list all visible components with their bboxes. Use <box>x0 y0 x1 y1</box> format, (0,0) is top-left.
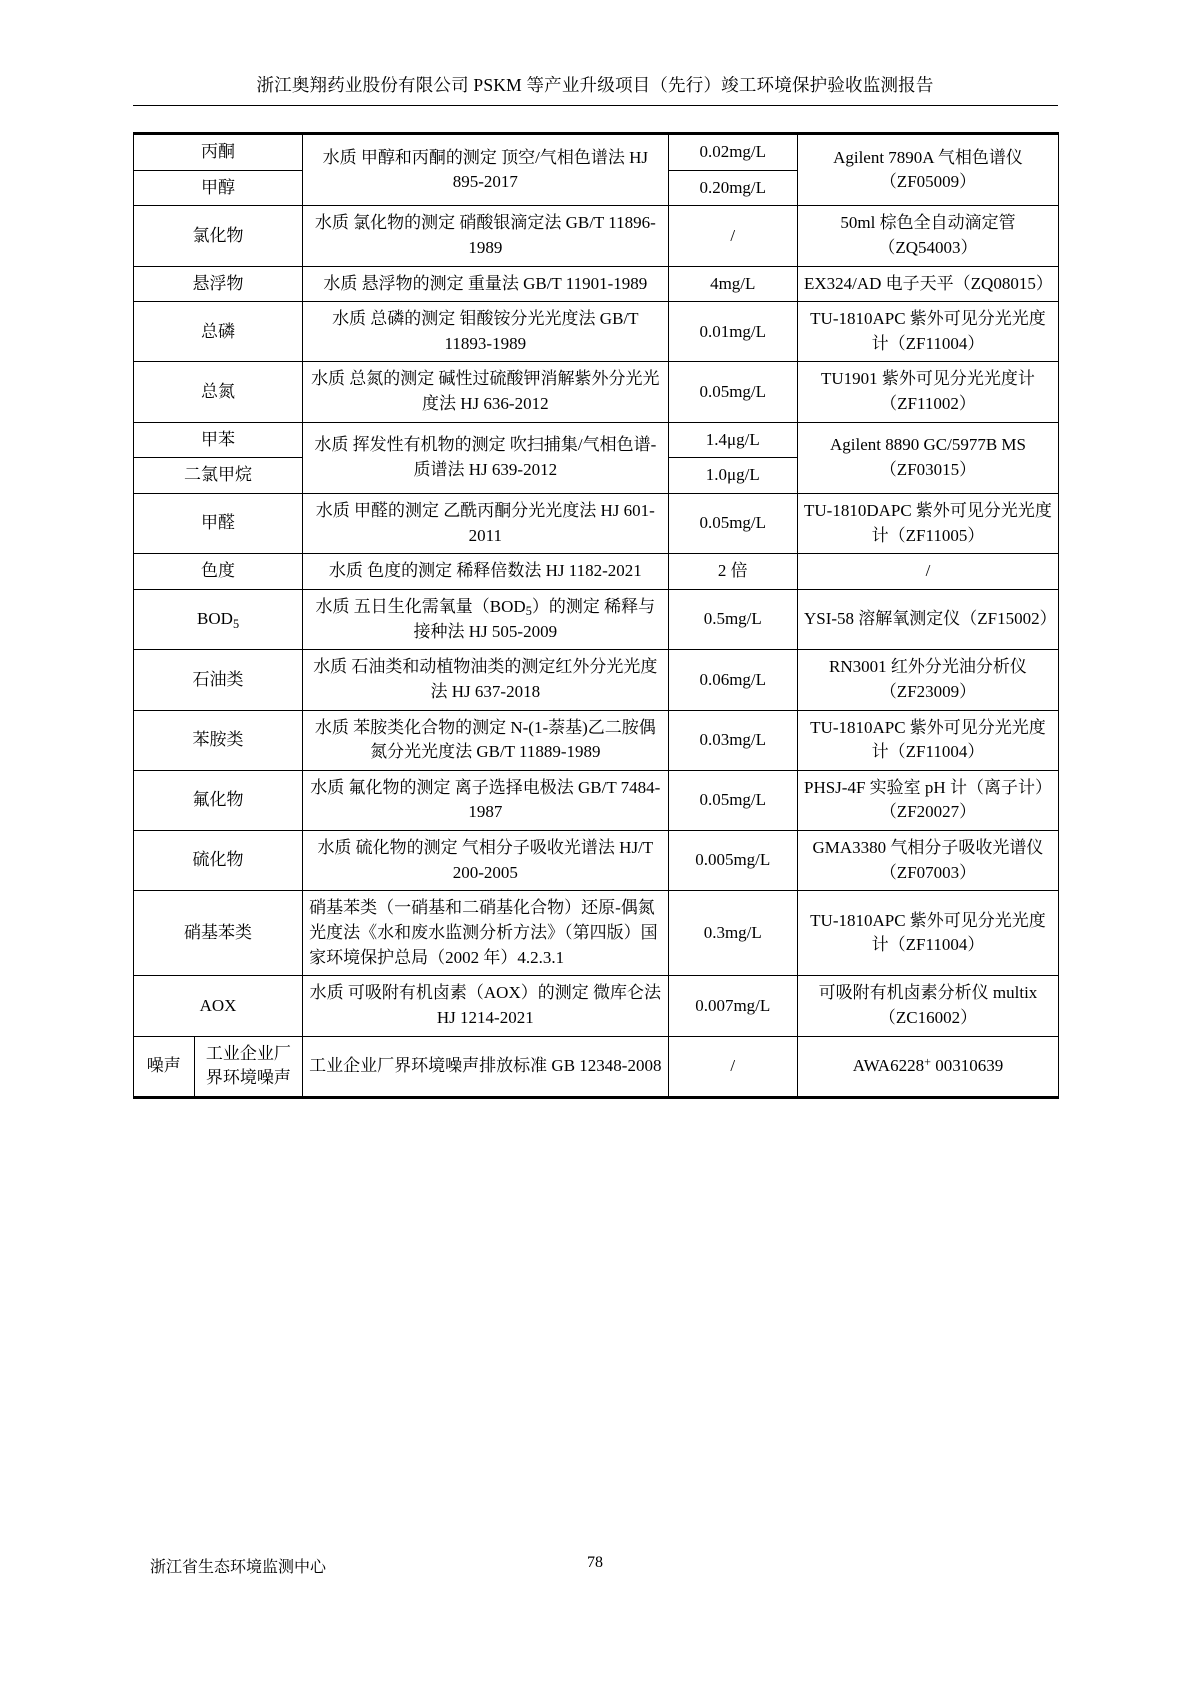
cell-item: 色度 <box>134 554 303 590</box>
cell-instrument: TU-1810APC 紫外可见分光光度计（ZF11004） <box>797 710 1058 770</box>
cell-limit: 0.06mg/L <box>668 650 797 710</box>
page-header: 浙江奥翔药业股份有限公司 PSKM 等产业升级项目（先行）竣工环境保护验收监测报告 <box>256 75 934 95</box>
cell-instrument: AWA6228+ 00310639 <box>797 1036 1058 1097</box>
cell-method: 水质 硫化物的测定 气相分子吸收光谱法 HJ/T 200-2005 <box>303 831 668 891</box>
cell-item: 二氯甲烷 <box>134 458 303 494</box>
cell-instrument: TU-1810APC 紫外可见分光光度计（ZF11004） <box>797 891 1058 976</box>
cell-method: 水质 悬浮物的测定 重量法 GB/T 11901-1989 <box>303 266 668 302</box>
table-container <box>133 132 1059 1099</box>
footer-organization: 浙江省生态环境监测中心 <box>150 1559 327 1576</box>
cell-instrument: TU-1810APC 紫外可见分光光度计（ZF11004） <box>797 302 1058 362</box>
cell-instrument: / <box>797 554 1058 590</box>
footer-page-number: 78 <box>587 1554 603 1571</box>
cell-item: 总磷 <box>134 302 303 362</box>
cell-instrument: 50ml 棕色全自动滴定管（ZQ54003） <box>797 206 1058 266</box>
cell-instrument: TU1901 紫外可见分光光度计（ZF11002） <box>797 362 1058 422</box>
cell-instrument: GMA3380 气相分子吸收光谱仪（ZF07003） <box>797 831 1058 891</box>
table-row <box>134 494 1059 554</box>
cell-method: 水质 甲醛的测定 乙酰丙酮分光光度法 HJ 601-2011 <box>303 494 668 554</box>
cell-limit: 0.05mg/L <box>668 494 797 554</box>
cell-limit: 0.01mg/L <box>668 302 797 362</box>
table-row <box>134 422 1059 458</box>
cell-limit: / <box>668 1036 797 1097</box>
cell-item: 甲苯 <box>134 422 303 458</box>
table-row <box>134 710 1059 770</box>
table-row <box>134 589 1059 649</box>
table-row <box>134 554 1059 590</box>
table-row <box>134 976 1059 1036</box>
cell-method: 水质 氟化物的测定 离子选择电极法 GB/T 7484-1987 <box>303 770 668 830</box>
cell-limit: 4mg/L <box>668 266 797 302</box>
cell-method: 水质 石油类和动植物油类的测定红外分光光度法 HJ 637-2018 <box>303 650 668 710</box>
cell-instrument: PHSJ-4F 实验室 pH 计（离子计）（ZF20027） <box>797 770 1058 830</box>
cell-method: 水质 苯胺类化合物的测定 N-(1-萘基)乙二胺偶氮分光光度法 GB/T 11889-1989 <box>303 710 668 770</box>
header-divider <box>133 105 1058 106</box>
cell-instrument: TU-1810DAPC 紫外可见分光光度计（ZF11005） <box>797 494 1058 554</box>
cell-item: 氯化物 <box>134 206 303 266</box>
cell-method: 水质 挥发性有机物的测定 吹扫捕集/气相色谱-质谱法 HJ 639-2012 <box>303 422 668 493</box>
cell-instrument: 可吸附有机卤素分析仪 multix （ZC16002） <box>797 976 1058 1036</box>
table-row <box>134 302 1059 362</box>
table-row <box>134 650 1059 710</box>
cell-method: 水质 甲醇和丙酮的测定 顶空/气相色谱法 HJ 895-2017 <box>303 134 668 206</box>
cell-method: 水质 总氮的测定 碱性过硫酸钾消解紫外分光光度法 HJ 636-2012 <box>303 362 668 422</box>
cell-limit: 0.20mg/L <box>668 170 797 206</box>
cell-limit: 1.4μg/L <box>668 422 797 458</box>
cell-limit: 0.005mg/L <box>668 831 797 891</box>
cell-item: 总氮 <box>134 362 303 422</box>
cell-limit: / <box>668 206 797 266</box>
table-row <box>134 266 1059 302</box>
table-row <box>134 362 1059 422</box>
cell-item: 石油类 <box>134 650 303 710</box>
cell-item: 硫化物 <box>134 831 303 891</box>
cell-category: 噪声 <box>134 1036 195 1097</box>
cell-instrument: EX324/AD 电子天平（ZQ08015） <box>797 266 1058 302</box>
cell-limit: 2 倍 <box>668 554 797 590</box>
table-row <box>134 134 1059 171</box>
cell-method: 水质 可吸附有机卤素（AOX）的测定 微库仑法 HJ 1214-2021 <box>303 976 668 1036</box>
table-row <box>134 770 1059 830</box>
cell-item: $BOD_5$ <box>134 589 303 649</box>
cell-method: 硝基苯类（一硝基和二硝基化合物）还原-偶氮光度法《水和废水监测分析方法》（第四版）国家环境保护总局（2002 年）4.2.3.1 <box>303 891 668 976</box>
cell-limit: 0.5mg/L <box>668 589 797 649</box>
table-row <box>134 831 1059 891</box>
cell-item: 工业企业厂界环境噪声 <box>194 1036 303 1097</box>
cell-method: 水质 氯化物的测定 硝酸银滴定法 GB/T 11896-1989 <box>303 206 668 266</box>
cell-method: 水质 色度的测定 稀释倍数法 HJ 1182-2021 <box>303 554 668 590</box>
cell-method: 水质 总磷的测定 钼酸铵分光光度法 GB/T 11893-1989 <box>303 302 668 362</box>
cell-method: 水质 五日生化需氧量$(BOD_5)$的测定 稀释与接种法 HJ 505-2009 <box>303 589 668 649</box>
cell-limit: 0.05mg/L <box>668 362 797 422</box>
cell-item: AOX <box>134 976 303 1036</box>
cell-limit: 0.05mg/L <box>668 770 797 830</box>
cell-instrument: Agilent 7890A 气相色谱仪（ZF05009） <box>797 134 1058 206</box>
cell-item: 硝基苯类 <box>134 891 303 976</box>
monitoring-methods-table <box>133 132 1059 1099</box>
cell-item: 氟化物 <box>134 770 303 830</box>
cell-item: 丙酮 <box>134 134 303 171</box>
table-row <box>134 1036 1059 1097</box>
cell-limit: 1.0μg/L <box>668 458 797 494</box>
cell-limit: 0.03mg/L <box>668 710 797 770</box>
cell-limit: 0.02mg/L <box>668 134 797 171</box>
cell-method: 工业企业厂界环境噪声排放标准 GB 12348-2008 <box>303 1036 668 1097</box>
cell-limit: 0.007mg/L <box>668 976 797 1036</box>
cell-instrument: YSI-58 溶解氧测定仪（ZF15002） <box>797 589 1058 649</box>
cell-limit: 0.3mg/L <box>668 891 797 976</box>
table-row <box>134 206 1059 266</box>
cell-item: 甲醇 <box>134 170 303 206</box>
cell-item: 甲醛 <box>134 494 303 554</box>
table-row <box>134 891 1059 976</box>
cell-item: 苯胺类 <box>134 710 303 770</box>
cell-instrument: Agilent 8890 GC/5977B MS（ZF03015） <box>797 422 1058 493</box>
cell-item: 悬浮物 <box>134 266 303 302</box>
cell-instrument: RN3001 红外分光油分析仪（ZF23009） <box>797 650 1058 710</box>
